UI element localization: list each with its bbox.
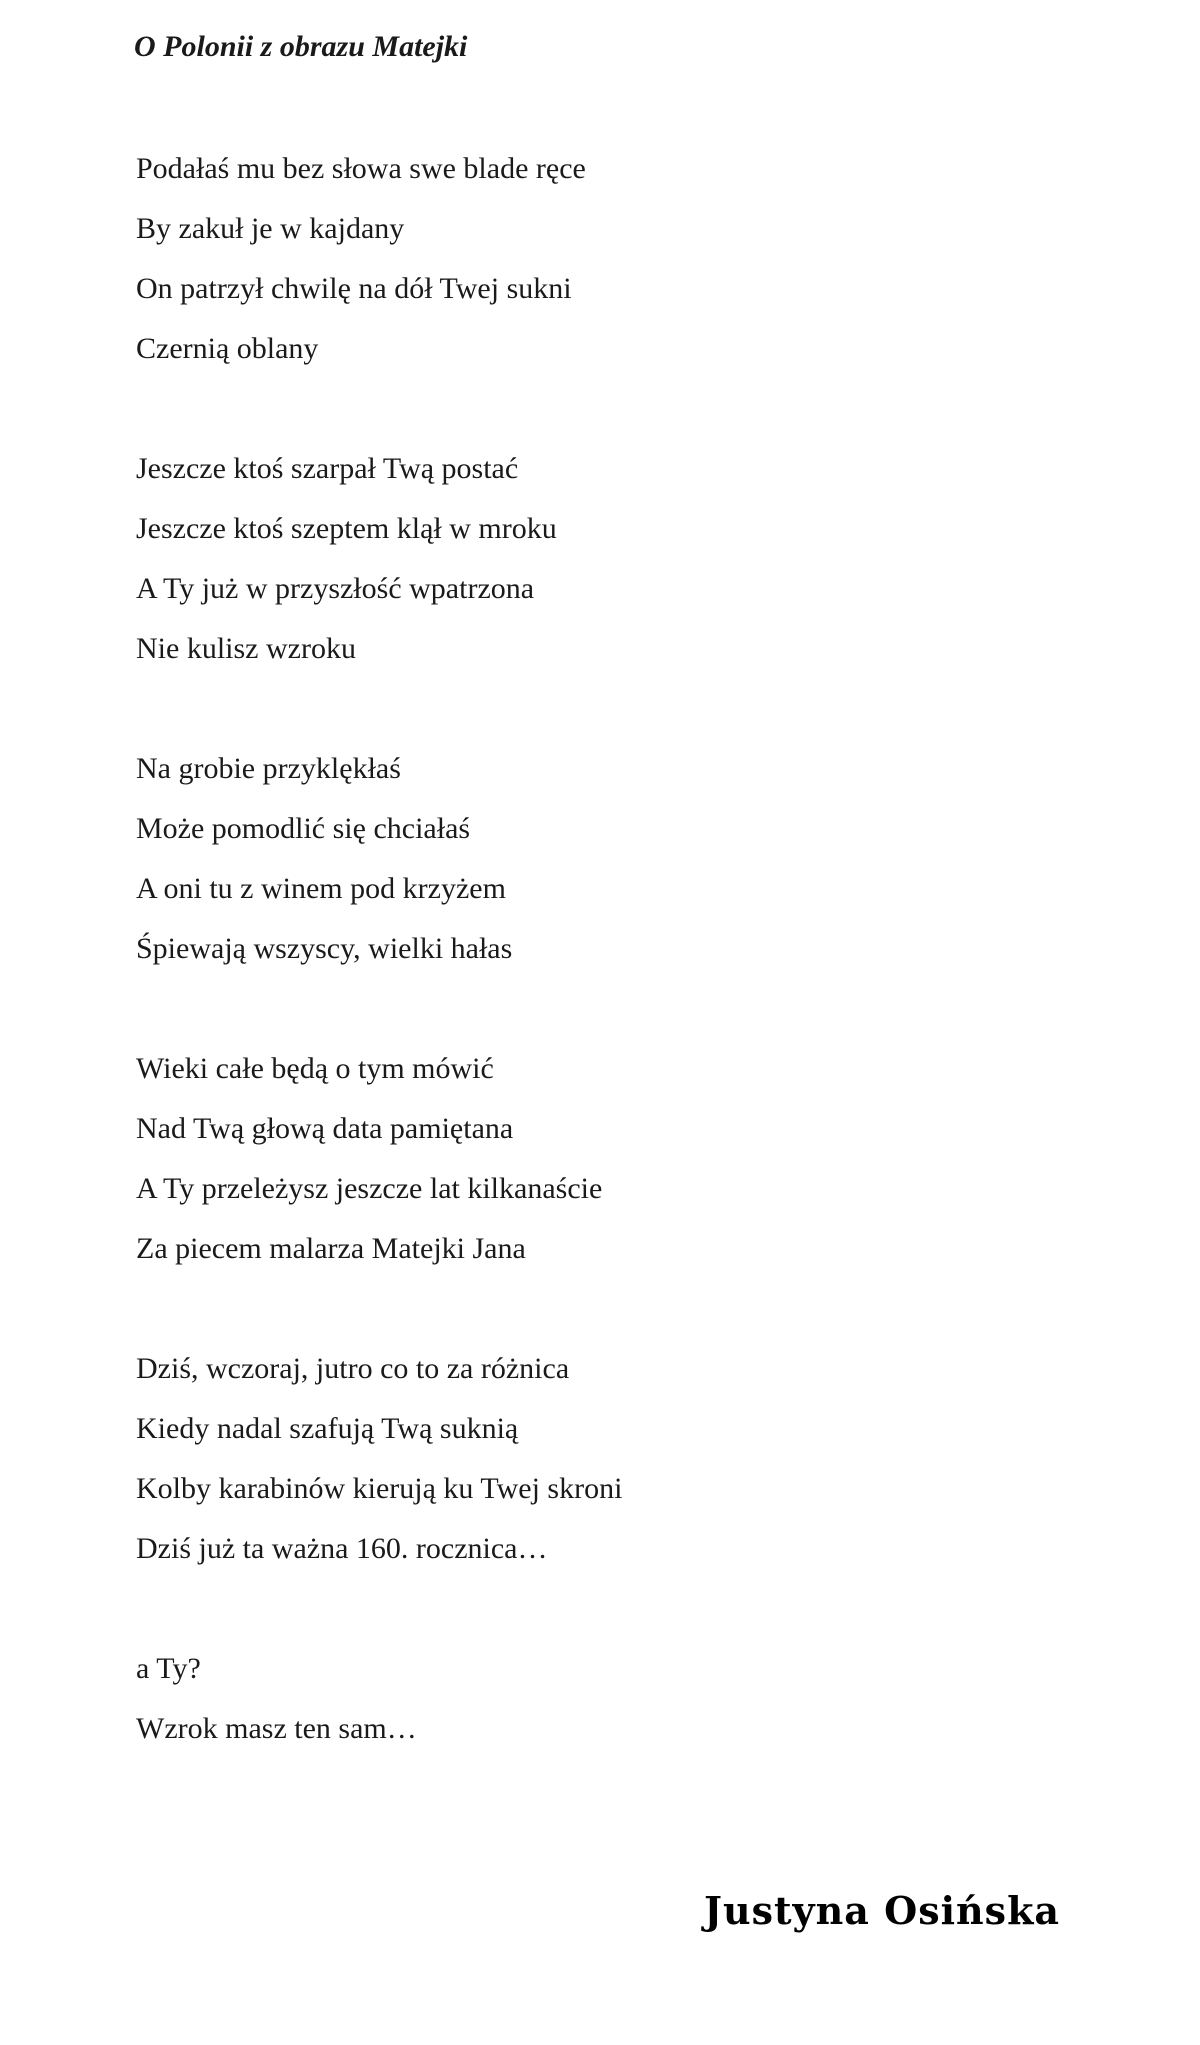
poem-line: Za piecem malarza Matejki Jana — [136, 1232, 526, 1265]
stanza-6 — [136, 1648, 622, 1768]
poem-line: Kiedy nadal szafują Twą suknią — [136, 1412, 519, 1445]
stanza-5 — [136, 1348, 622, 1588]
author-signature: Justyna Osińska — [704, 1888, 1061, 1933]
poem-line: Na grobie przyklękłaś — [136, 752, 401, 785]
poem-line: A Ty przeleżysz jeszcze lat kilkanaście — [136, 1172, 603, 1205]
poem-title: O Polonii z obrazu Matejki — [134, 30, 468, 63]
poem-line: Dziś już ta ważna 160. rocznica… — [136, 1532, 548, 1565]
poem-line: Może pomodlić się chciałaś — [136, 812, 471, 845]
poem-line: Podałaś mu bez słowa swe blade ręce — [136, 152, 586, 185]
stanza-4 — [136, 1048, 622, 1288]
poem-line: a Ty? — [136, 1652, 201, 1685]
poem-line: Wzrok masz ten sam… — [136, 1712, 417, 1745]
poem-line: Jeszcze ktoś szeptem klął w mroku — [136, 512, 557, 545]
poem-line: A oni tu z winem pod krzyżem — [136, 872, 506, 905]
stanza-2 — [136, 448, 622, 688]
stanza-3 — [136, 748, 622, 988]
poem-line: Śpiewają wszyscy, wielki hałas — [136, 932, 513, 965]
poem-line: A Ty już w przyszłość wpatrzona — [136, 572, 535, 605]
poem-body — [136, 148, 622, 1828]
poem-line: Jeszcze ktoś szarpał Twą postać — [136, 452, 519, 485]
poem-line: Kolby karabinów kierują ku Twej skroni — [136, 1472, 623, 1505]
poem-line: Nad Twą głową data pamiętana — [136, 1112, 514, 1145]
poem-line: Dziś, wczoraj, jutro co to za różnica — [136, 1352, 570, 1385]
stanza-1 — [136, 148, 622, 388]
poem-line: By zakuł je w kajdany — [136, 212, 405, 245]
poem-line: Nie kulisz wzroku — [136, 632, 356, 665]
poem-line: Wieki całe będą o tym mówić — [136, 1052, 494, 1085]
poem-line: On patrzył chwilę na dół Twej sukni — [136, 272, 572, 305]
poem-line: Czernią oblany — [136, 332, 319, 365]
